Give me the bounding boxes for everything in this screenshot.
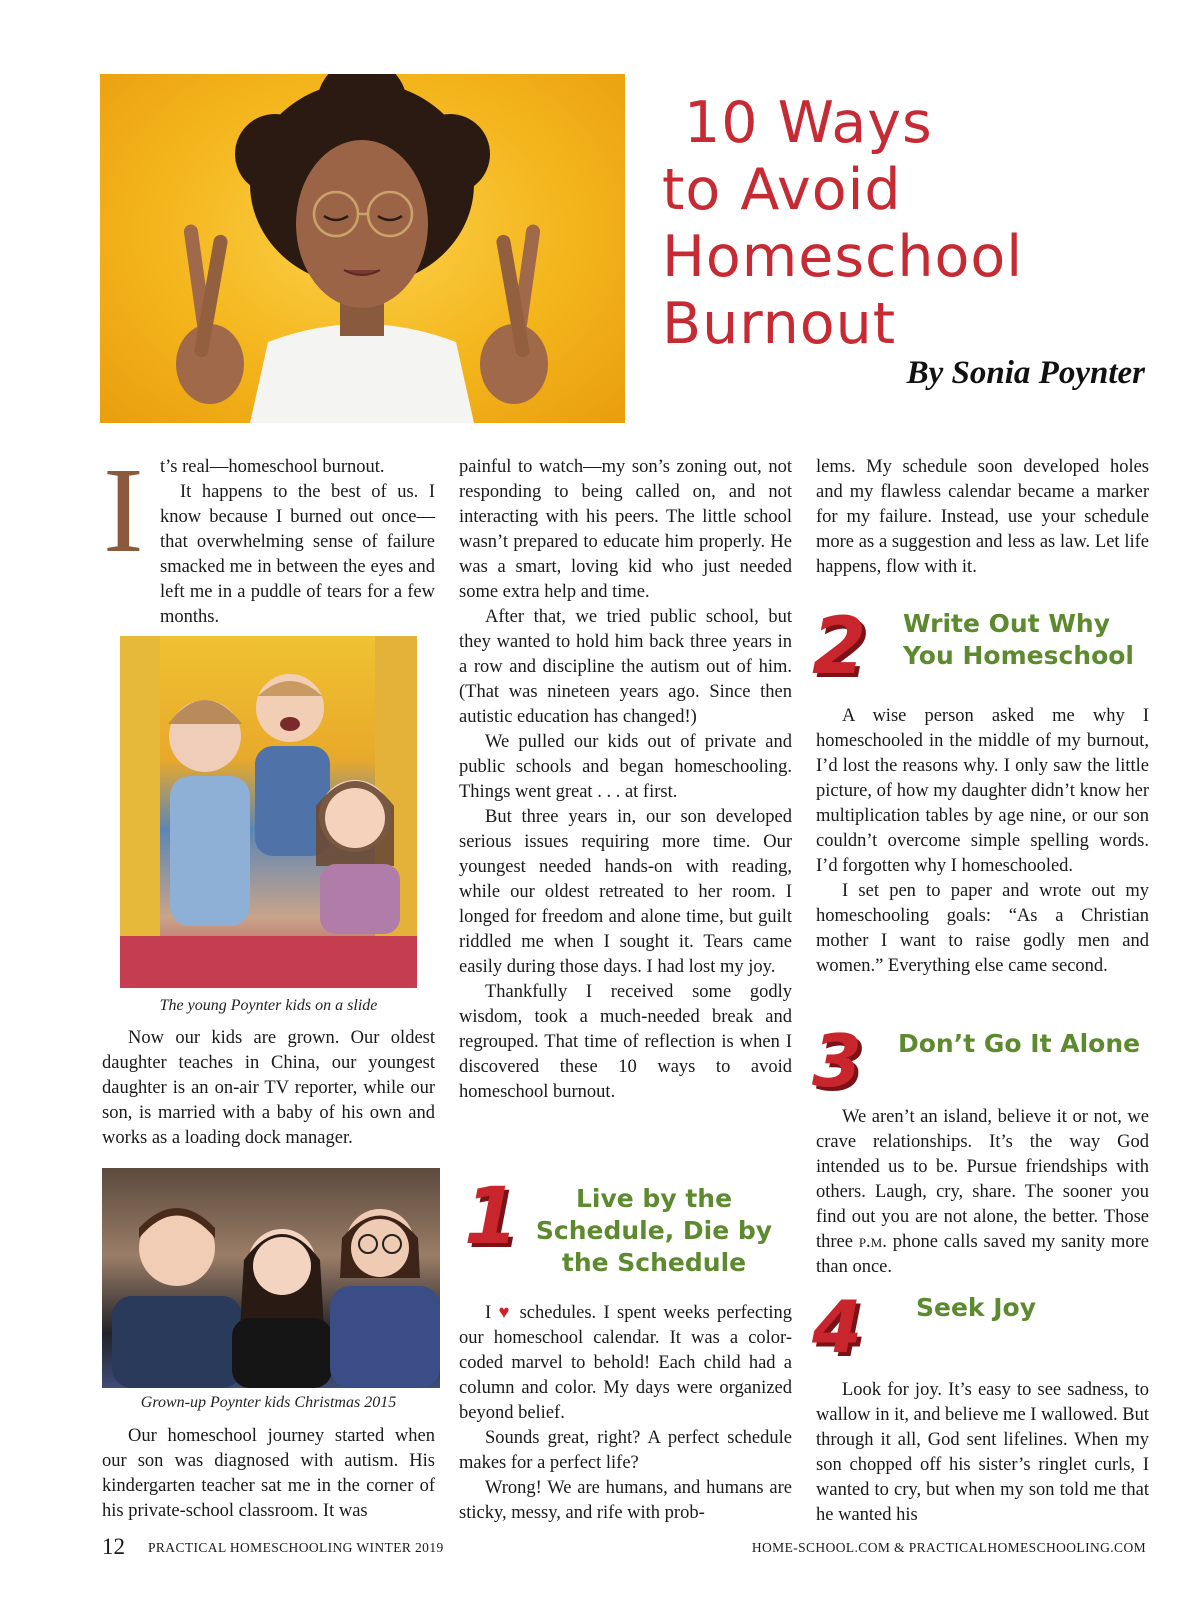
grown-kids-christmas-photo (102, 1168, 440, 1388)
heading-line: the Schedule (561, 1248, 747, 1277)
footer-publication: PRACTICAL HOMESCHOOLING WINTER 2019 (148, 1540, 444, 1555)
heart-icon: ♥ (498, 1303, 513, 1323)
kids-on-slide-illustration (120, 636, 417, 988)
paragraph: lems. My schedule soon developed holes and my flawless calendar became a marker for my failure. Instead, use your schedule more as a suggestion and less as law. Let life happens, flow with it. (816, 457, 1149, 577)
intro-first-line: t’s real—homeschool burnout. (160, 457, 385, 477)
column-1-middle (102, 1026, 435, 1151)
section-heading-1 (528, 1183, 780, 1279)
column-2-top (459, 455, 792, 1105)
paragraph: We pulled our kids out of private and public schools and began homeschooling. Things went great . . . at first. (459, 732, 792, 802)
column-1-bottom (102, 1424, 435, 1524)
christmas-photo-caption: Grown-up Poynter kids Christmas 2015 (140, 1394, 397, 1411)
paragraph: Look for joy. It’s easy to see sadness, to wallow in it, and believe me I wallowed. But through it all, God sent lifelines. When my son chopped off his sister’s ringlet curls, I wanted to cry, but when my son told me that he wanted his (816, 1380, 1149, 1525)
paragraph: Wrong! We are humans, and humans are sticky, messy, and rife with prob- (459, 1478, 792, 1523)
paragraph: Sounds great, right? A perfect schedule makes for a perfect life? (459, 1428, 792, 1473)
section-number-2: 2 (812, 602, 867, 692)
section-number-4: 4 (812, 1285, 863, 1369)
article-title (662, 90, 1082, 358)
paragraph: Thankfully I received some godly wisdom, took a much-needed break and regrouped. That time of reflection is when I discovered these 10 ways to avoid homeschool burnout. (459, 982, 792, 1102)
section-heading-3 (898, 1028, 1158, 1060)
time-abbreviation: p.m. (858, 1232, 887, 1252)
byline: By Sonia Poynter (906, 355, 1145, 391)
title-line: Burnout (662, 291, 897, 357)
section-heading-2 (903, 608, 1143, 672)
woman-fingers-crossed-illustration (100, 74, 625, 423)
column-3-section-3 (816, 1105, 1149, 1280)
paragraph: Now our kids are grown. Our oldest daughter teaches in China, our youngest daughter is an on-air TV reporter, while our son, is married with a baby of his own and works as a loading dock manager. (102, 1028, 435, 1148)
heading-line: Schedule, Die by (535, 1216, 773, 1245)
heading-line: Don’t Go It Alone (898, 1029, 1141, 1058)
intro-paragraph (102, 480, 435, 630)
paragraph-text: schedules. I spent weeks perfecting our homeschool calendar. It was a color-coded marvel to behold! Each child had a column and color. My days were organized beyond belief. (459, 1303, 793, 1423)
section-number-3: 3 (812, 1019, 863, 1103)
column-3-section-2 (816, 704, 1149, 979)
section-number-1: 1 (464, 1172, 519, 1262)
title-line: 10 Ways (684, 90, 933, 156)
paragraph-text: phone calls saved my sanity more than once. (816, 1232, 1150, 1277)
page-number: 12 (102, 1534, 125, 1559)
drop-cap: I (103, 443, 144, 578)
grown-kids-illustration (102, 1168, 440, 1388)
heading-line: Live by the (575, 1184, 733, 1213)
intro-paragraph-text: It happens to the best of us. I know because I burned out once—that overwhelming sense of failure smacked me in between the eyes and left me in a puddle of tears for a few months. (160, 482, 435, 627)
column-3-section-4 (816, 1378, 1149, 1528)
column-3-top (816, 455, 1149, 580)
title-line: to Avoid (662, 157, 902, 223)
heading-line: Seek Joy (916, 1293, 1037, 1322)
paragraph: A wise person asked me why I homeschooled in the middle of my burnout, I’d lost the reasons why. I only saw the little picture, of how my daughter didn’t know her multiplication tables by age nine, or our son couldn’t overcome simple spelling words. I’d forgotten why I homeschooled. (816, 706, 1149, 876)
paragraph: After that, we tried public school, but they wanted to hold him back three years in a row and discipline the autism out of him. (That was nineteen years ago. Since then autistic education has changed!) (459, 607, 792, 727)
paragraph-text: I (485, 1303, 492, 1323)
heading-line: You Homeschool (903, 641, 1135, 670)
paragraph: But three years in, our son developed serious issues requiring more time. Our youngest needed hands-on with reading, while our oldest retreated to her room. I longed for freedom and alone time, but guilt riddled me when I sought it. Tears came easily during those days. I had lost my joy. (459, 807, 792, 977)
paragraph (816, 1105, 1149, 1280)
paragraph: painful to watch—my son’s zoning out, not responding to being called on, and not interacting with his peers. The little school wasn’t prepared to educate him properly. He was a smart, loving kid who just needed some extra help and time. (459, 457, 792, 602)
column-2-section-1 (459, 1301, 792, 1526)
slide-photo-caption: The young Poynter kids on a slide (159, 997, 378, 1014)
title-line: Homeschool (662, 224, 1024, 290)
paragraph-text: We aren’t an island, believe it or not, we crave relationships. It’s the way God intended us to be. Pursue friendships with others. Laugh, cry, share. The sooner you find out you are not alone, the better. Those three (816, 1107, 1149, 1252)
paragraph: I set pen to paper and wrote out my homeschooling goals: “As a Christian mother I want to raise godly men and women.” Everything else came second. (816, 881, 1149, 976)
column-1-intro (102, 455, 435, 630)
paragraph: Our homeschool journey started when our son was diagnosed with autism. His kindergarten teacher sat me in the corner of his private-school classroom. It was (102, 1426, 435, 1521)
young-kids-slide-photo (120, 636, 417, 988)
hero-photo (100, 74, 625, 423)
footer-websites: HOME-SCHOOL.COM & PRACTICALHOMESCHOOLING.COM (751, 1540, 1146, 1555)
section-heading-4 (916, 1292, 1116, 1324)
paragraph (459, 1301, 792, 1426)
heading-line: Write Out Why (903, 609, 1111, 638)
